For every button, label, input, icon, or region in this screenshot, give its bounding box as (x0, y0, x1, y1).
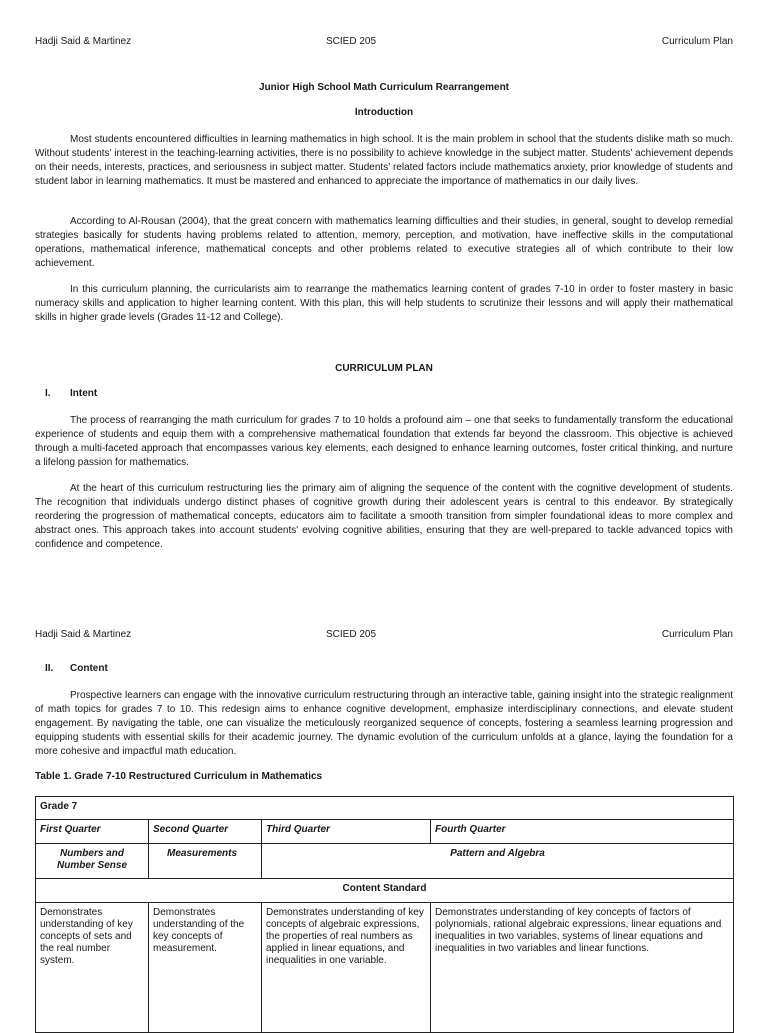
content-heading (35, 662, 108, 676)
content-paragraph-1: Prospective learners can engage with the innovative curriculum restructuring through an interactive table, gaining insight into the strategic realignment of math topics for grades 7 to 10. This redesign aims to enhance cognitive development, emphasize interdisciplinary connections, and elevate student engagement. By navigating the table, one can visualize the meticulously reorganized sequence of concepts, fostering a seamless learning progression and equipping students with essential skills for their academic journey. The dynamic evolution of the curriculum unfolds at a glance, laying the foundation for a more cohesive and impactful math education. (35, 690, 733, 757)
introduction-body (35, 133, 733, 189)
topic-cell: Measurements (149, 844, 262, 879)
table-row (36, 879, 734, 903)
curriculum-table (35, 796, 734, 1033)
quarter-header: Second Quarter (149, 820, 262, 844)
header-doc-type: Curriculum Plan (661, 36, 733, 47)
table-row (36, 844, 734, 879)
quarter-header: Fourth Quarter (431, 820, 734, 844)
intro-paragraph-3: In this curriculum planning, the curricularists aim to rearrange the mathematics learning content of grades 7-10 in order to foster mastery in basic numeracy skills and application to higher learning content. With this plan, this will help students to scrutinize their lessons and will apply their mathematical skills in higher grade levels (Grades 11-12 and College). (35, 284, 733, 323)
table-row (36, 797, 734, 820)
intro-paragraph-2: According to Al-Rousan (2004), that the great concern with mathematics learning difficulties and their studies, in general, sought to develop remedial strategies basically for students having problems related to attention, memory, perception, and motivation, have ineffective skills in the computational operations, mathematical inference, mathematical concepts and other problems related to executive strategies all of which contribute to their low achievement. (35, 216, 733, 269)
header-authors: Hadji Said & Martinez (35, 629, 132, 640)
topic-cell: Numbers and Number Sense (36, 844, 149, 879)
header-doc-type: Curriculum Plan (661, 629, 733, 640)
content-title: Content (70, 663, 108, 674)
standard-cell: Demonstrates understanding of the key concepts of measurement. (149, 903, 262, 1033)
intent-paragraph-2: At the heart of this curriculum restructuring lies the primary aim of aligning the sequence of the content with the cognitive development of students. The recognition that individuals undergo distinct phases of cognitive growth during their adolescent years is central to this endeavor. By strategically reordering the progression of mathematical concepts, educators aim to facilitate a smooth transition from simpler foundational ideas to more complex and abstract ones. This approach takes into account students' evolving cognitive abilities, ensuring that they are well-prepared to tackle advanced topics with confidence and competence. (35, 483, 733, 550)
quarter-header: Third Quarter (262, 820, 431, 844)
introduction-body-3 (35, 283, 733, 325)
header-course: SCIED 205 (326, 629, 377, 640)
intro-paragraph-1: Most students encountered difficulties in learning mathematics in high school. It is the main problem in school that the students dislike math so much. Without students’ interest in the teaching-learning activities, there is no possibility to achieve knowledge in the subject matter. Students’ achievement depends on their needs, interests, practices, and seriousness in subject matter. Students’ related factors include mathematics anxiety, prior knowledge of students and student labor in learning mathematics. It must be mastered and enhanced to appreciate the importance of mathematics in our daily lives. (35, 134, 733, 187)
page-header-2 (35, 628, 733, 642)
standard-cell: Demonstrates understanding of key concepts of sets and the real number system. (36, 903, 149, 1033)
curriculum-plan-heading: CURRICULUM PLAN (335, 363, 433, 374)
grade-label: Grade 7 (36, 797, 734, 820)
quarter-header: First Quarter (36, 820, 149, 844)
content-body (35, 689, 733, 759)
intent-heading (35, 387, 97, 401)
standard-cell: Demonstrates understanding of key concepts of factors of polynomials, rational algebraic expressions, linear equations and inequalities in two variables, systems of linear equations and inequalities in two variables and linear functions. (431, 903, 734, 1033)
standard-cell: Demonstrates understanding of key concepts of algebraic expressions, the properties of real numbers as applied in linear equations, and inequalities in one variable. (262, 903, 431, 1033)
topic-cell: Pattern and Algebra (262, 844, 734, 879)
intent-paragraph-1: The process of rearranging the math curriculum for grades 7 to 10 holds a profound aim – one that seeks to fundamentally transform the educational experience of students and equip them with a comprehensive mathematical foundation that extends far beyond the classroom. This objective is achieved through a multi-faceted approach that encompasses various key elements, each designed to enhance learning outcomes, foster critical thinking, and nurture a lifelong passion for mathematics. (35, 415, 733, 468)
intent-body-2 (35, 482, 733, 552)
content-standard-label: Content Standard (36, 879, 734, 903)
intent-number: I. (45, 388, 51, 399)
page-header (35, 35, 733, 49)
intent-body-1 (35, 414, 733, 470)
document-title: Junior High School Math Curriculum Rearrangement (258, 82, 510, 93)
introduction-body-2 (35, 215, 733, 271)
introduction-heading: Introduction (354, 107, 414, 118)
header-course: SCIED 205 (326, 36, 377, 47)
table-row (36, 820, 734, 844)
header-authors: Hadji Said & Martinez (35, 36, 132, 47)
intent-title: Intent (70, 388, 98, 399)
table-row (36, 903, 734, 1033)
table-caption: Table 1. Grade 7-10 Restructured Curriculum in Mathematics (35, 771, 323, 782)
content-number: II. (45, 663, 54, 674)
